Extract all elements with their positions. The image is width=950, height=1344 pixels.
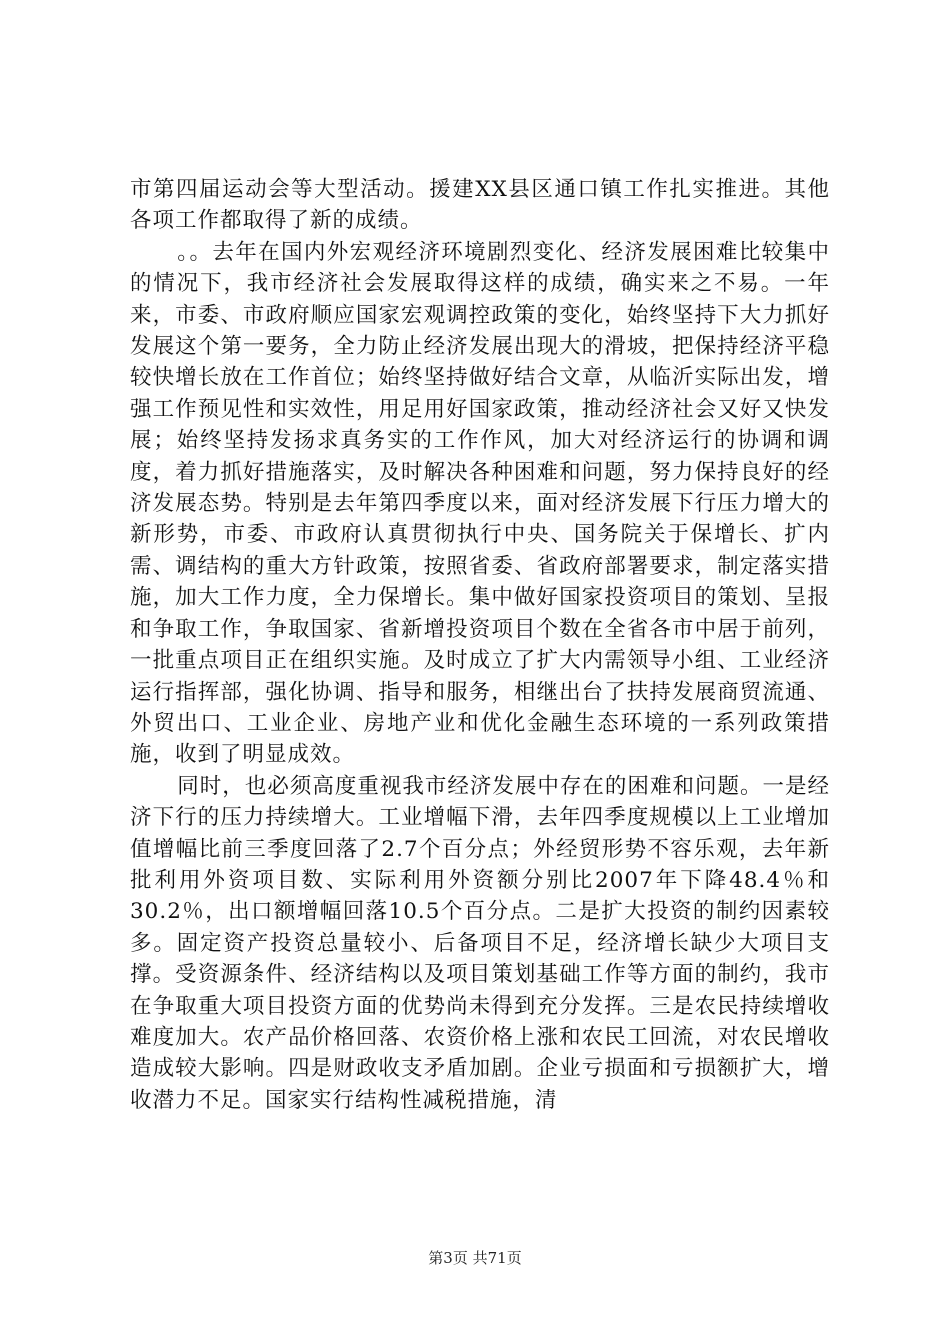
paragraph-3: 同时，也必须高度重视我市经济发展中存在的困难和问题。一是经济下行的压力持续增大。工业增幅下滑，去年四季度规模以上工业增加值增幅比前三季度回落了2.7个百分点；外经贸形势不容乐观，去年新批利用外资项目数、实际利用外资额分别比2007年下降48.4％和30.2％，出口额增幅回落10.5个百分点。二是扩大投资的制约因素较多。固定资产投资总量较小、后备项目不足，经济增长缺少大项目支撑。受资源条件、经济结构以及项目策划基础工作等方面的制约，我市在争取重大项目投资方面的优势尚未得到充分发挥。三是农民持续增收难度加大。农产品价格回落、农资价格上涨和农民工回流，对农民增收造成较大影响。四是财政收支矛盾加剧。企业亏损面和亏损额扩大，增收潜力不足。国家实行结构性减税措施，清: [130, 773, 830, 1113]
body-text: [130, 174, 830, 1116]
paragraph-2: 。。去年在国内外宏观经济环境剧烈变化、经济发展困难比较集中的情况下，我市经济社会发展取得这样的成绩，确实来之不易。一年来，市委、市政府顺应国家宏观调控政策的变化，始终坚持下大力抓好发展这个第一要务，全力防止经济发展出现大的滑坡，把保持经济平稳较快增长放在工作首位；始终坚持做好结合文章，从临沂实际出发，增强工作预见性和实效性，用足用好国家政策，推动经济社会又好又快发展；始终坚持发扬求真务实的工作作风，加大对经济运行的协调和调度，着力抓好措施落实，及时解决各种困难和问题，努力保持良好的经济发展态势。特别是去年第四季度以来，面对经济发展下行压力增大的新形势，市委、市政府认真贯彻执行中央、国务院关于保增长、扩内需、调结构的重大方针政策，按照省委、省政府部署要求，制定落实措施，加大工作力度，全力保增长。集中做好国家投资项目的策划、呈报和争取工作，争取国家、省新增投资项目个数在全省各市中居于前列，一批重点项目正在组织实施。及时成立了扩大内需领导小组、工业经济运行指挥部，强化协调、指导和服务，相继出台了扶持发展商贸流通、外贸出口、工业企业、房地产业和优化金融生态环境的一系列政策措施，收到了明显成效。: [130, 239, 830, 768]
paragraph-1: 市第四届运动会等大型活动。援建XX县区通口镇工作扎实推进。其他各项工作都取得了新的成绩。: [130, 177, 830, 234]
page-footer: 第3页 共71页: [428, 1249, 522, 1267]
